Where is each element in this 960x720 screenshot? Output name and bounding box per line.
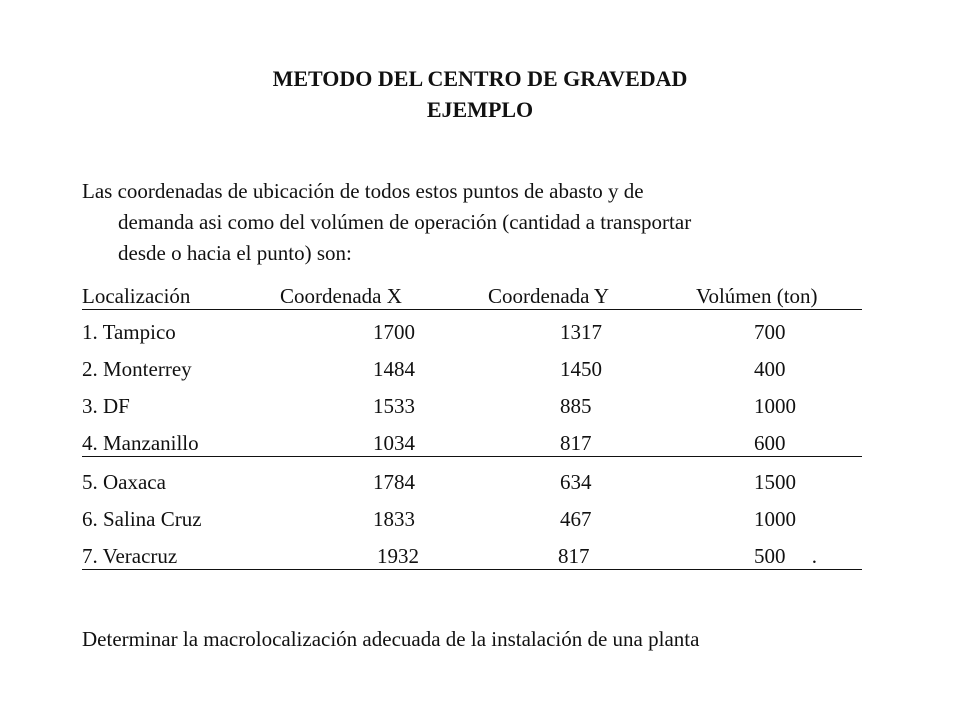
cell-volumen: 1500: [754, 470, 796, 494]
cell-localizacion: 4. Manzanillo: [82, 431, 199, 455]
intro-line-3: desde o hacia el punto) son:: [118, 241, 352, 265]
cell-localizacion: 3. DF: [82, 394, 130, 418]
cell-localizacion: 7. Veracruz: [82, 544, 178, 568]
cell-localizacion: 2. Monterrey: [82, 357, 192, 381]
cell-coordenada-y: 817: [558, 544, 590, 568]
footer-instruction: Determinar la macrolocalización adecuada de la instalación de una planta: [82, 627, 700, 651]
cell-coordenada-y: 467: [560, 507, 592, 531]
cell-volumen: 400: [754, 357, 786, 381]
cell-coordenada-x: 1932: [377, 544, 419, 568]
cell-localizacion: 1. Tampico: [82, 320, 176, 344]
table-row: [82, 539, 862, 570]
cell-coordenada-x: 1833: [373, 507, 415, 531]
cell-coordenada-y: 1450: [560, 357, 602, 381]
cell-coordenada-x: 1533: [373, 394, 415, 418]
cell-coordenada-y: 1317: [560, 320, 602, 344]
table-row: [82, 465, 862, 499]
header-coordenada-x: Coordenada X: [280, 284, 402, 308]
header-localizacion: Localización: [82, 284, 191, 308]
cell-coordenada-x: 1700: [373, 320, 415, 344]
header-coordenada-y: Coordenada Y: [488, 284, 610, 308]
cell-volumen: 600: [754, 431, 786, 455]
cell-coordenada-x: 1034: [373, 431, 415, 455]
title-line-1: METODO DEL CENTRO DE GRAVEDAD: [272, 66, 688, 91]
cell-coordenada-y: 634: [560, 470, 592, 494]
cell-volumen: 700: [754, 320, 786, 344]
header-volumen: Volúmen (ton): [696, 284, 818, 308]
cell-volumen: 1000: [754, 394, 796, 418]
cell-coordenada-y: 817: [560, 431, 592, 455]
intro-paragraph: [82, 176, 882, 269]
intro-line-2: demanda asi como del volúmen de operación (cantidad a transportar: [118, 210, 692, 234]
cell-coordenada-y: 885: [560, 394, 592, 418]
cell-volumen: 500 .: [754, 544, 817, 568]
cell-coordenada-x: 1784: [373, 470, 415, 494]
table-row: [82, 352, 862, 386]
table-row: [82, 426, 862, 457]
table-header-row: [82, 279, 862, 310]
title-line-2: EJEMPLO: [426, 97, 534, 122]
cell-localizacion: 6. Salina Cruz: [82, 507, 202, 531]
table-row: [82, 502, 862, 536]
intro-line-1: Las coordenadas de ubicación de todos estos puntos de abasto y de: [82, 179, 644, 203]
cell-volumen: 1000: [754, 507, 796, 531]
table-row: [82, 315, 862, 349]
table-row: [82, 389, 862, 423]
cell-coordenada-x: 1484: [373, 357, 415, 381]
cell-localizacion: 5. Oaxaca: [82, 470, 166, 494]
